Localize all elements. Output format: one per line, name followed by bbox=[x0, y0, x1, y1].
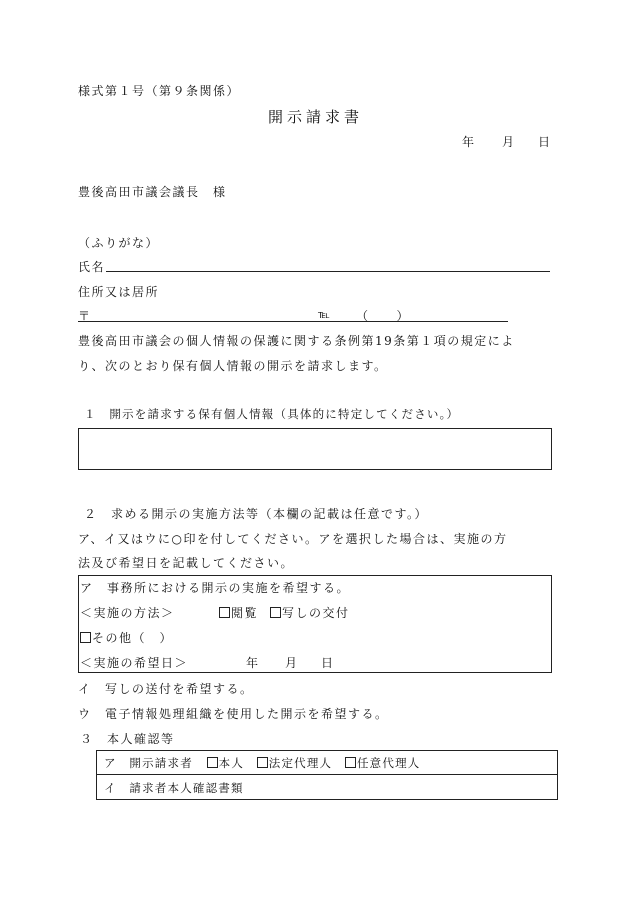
furigana-label: （ふりがな） bbox=[78, 236, 160, 250]
option-a[interactable]: ア 事務所における開示の実施を希望する。 bbox=[80, 581, 351, 595]
legal-agent-checkbox[interactable] bbox=[257, 757, 268, 768]
section2-note-1: ア、イ又はウに○印を付してください。アを選択した場合は、実施の方 bbox=[78, 532, 508, 546]
name-field[interactable] bbox=[106, 271, 550, 272]
requested-info-field[interactable] bbox=[78, 428, 552, 470]
view-checkbox[interactable] bbox=[219, 607, 230, 618]
identity-row-documents: イ 請求者本人確認書類 bbox=[104, 781, 244, 795]
method-view-option[interactable]: 閲覧 bbox=[219, 604, 258, 621]
intro-line-2: り、次のとおり保有個人情報の開示を請求します。 bbox=[78, 359, 388, 373]
date-day-label: 日 bbox=[538, 135, 552, 149]
section1-heading: １ 開示を請求する保有個人情報（具体的に特定してください。） bbox=[84, 407, 460, 421]
date-year-label: 年 bbox=[462, 135, 476, 149]
method-copy-option[interactable]: 写しの交付 bbox=[270, 604, 350, 621]
addressee: 豊後高田市議会議長 様 bbox=[78, 185, 227, 199]
preferred-date-label: ＜実施の希望日＞ bbox=[80, 656, 189, 670]
identity-row-requester: ア 開示請求者 本人 法定代理人 任意代理人 bbox=[104, 756, 421, 770]
postal-mark: 〒 bbox=[78, 309, 92, 323]
option-i[interactable]: イ 写しの送付を希望する。 bbox=[78, 682, 254, 696]
address-field[interactable] bbox=[78, 321, 508, 322]
intro-line-1: 豊後高田市議会の個人情報の保護に関する条例第19条第１項の規定によ bbox=[78, 334, 515, 348]
voluntary-agent-checkbox[interactable] bbox=[345, 757, 356, 768]
tel-mark: ℡ bbox=[318, 308, 330, 321]
section2-note-2: 法及び希望日を記載してください。 bbox=[78, 556, 295, 570]
self-checkbox[interactable] bbox=[207, 757, 218, 768]
identity-table-divider bbox=[96, 774, 557, 775]
address-label: 住所又は居所 bbox=[78, 285, 160, 299]
section2-heading: ２ 求める開示の実施方法等（本欄の記載は任意です。） bbox=[84, 507, 429, 521]
preferred-date-year: 年 bbox=[246, 656, 260, 670]
tel-paren: （ ） bbox=[356, 309, 411, 323]
date-month-label: 月 bbox=[502, 135, 516, 149]
preferred-date-day: 日 bbox=[321, 656, 335, 670]
method-label: ＜実施の方法＞ bbox=[80, 606, 175, 620]
copy-checkbox[interactable] bbox=[270, 607, 281, 618]
name-label: 氏名 bbox=[78, 260, 106, 274]
other-checkbox[interactable] bbox=[80, 632, 91, 643]
other-option[interactable]: その他（ ） bbox=[80, 629, 173, 646]
preferred-date-month: 月 bbox=[285, 656, 299, 670]
form-number: 様式第１号（第９条関係） bbox=[78, 84, 241, 98]
option-u[interactable]: ウ 電子情報処理組織を使用した開示を希望する。 bbox=[78, 707, 389, 721]
page-title: 開示請求書 bbox=[268, 108, 364, 126]
section3-heading: ３ 本人確認等 bbox=[80, 732, 175, 746]
